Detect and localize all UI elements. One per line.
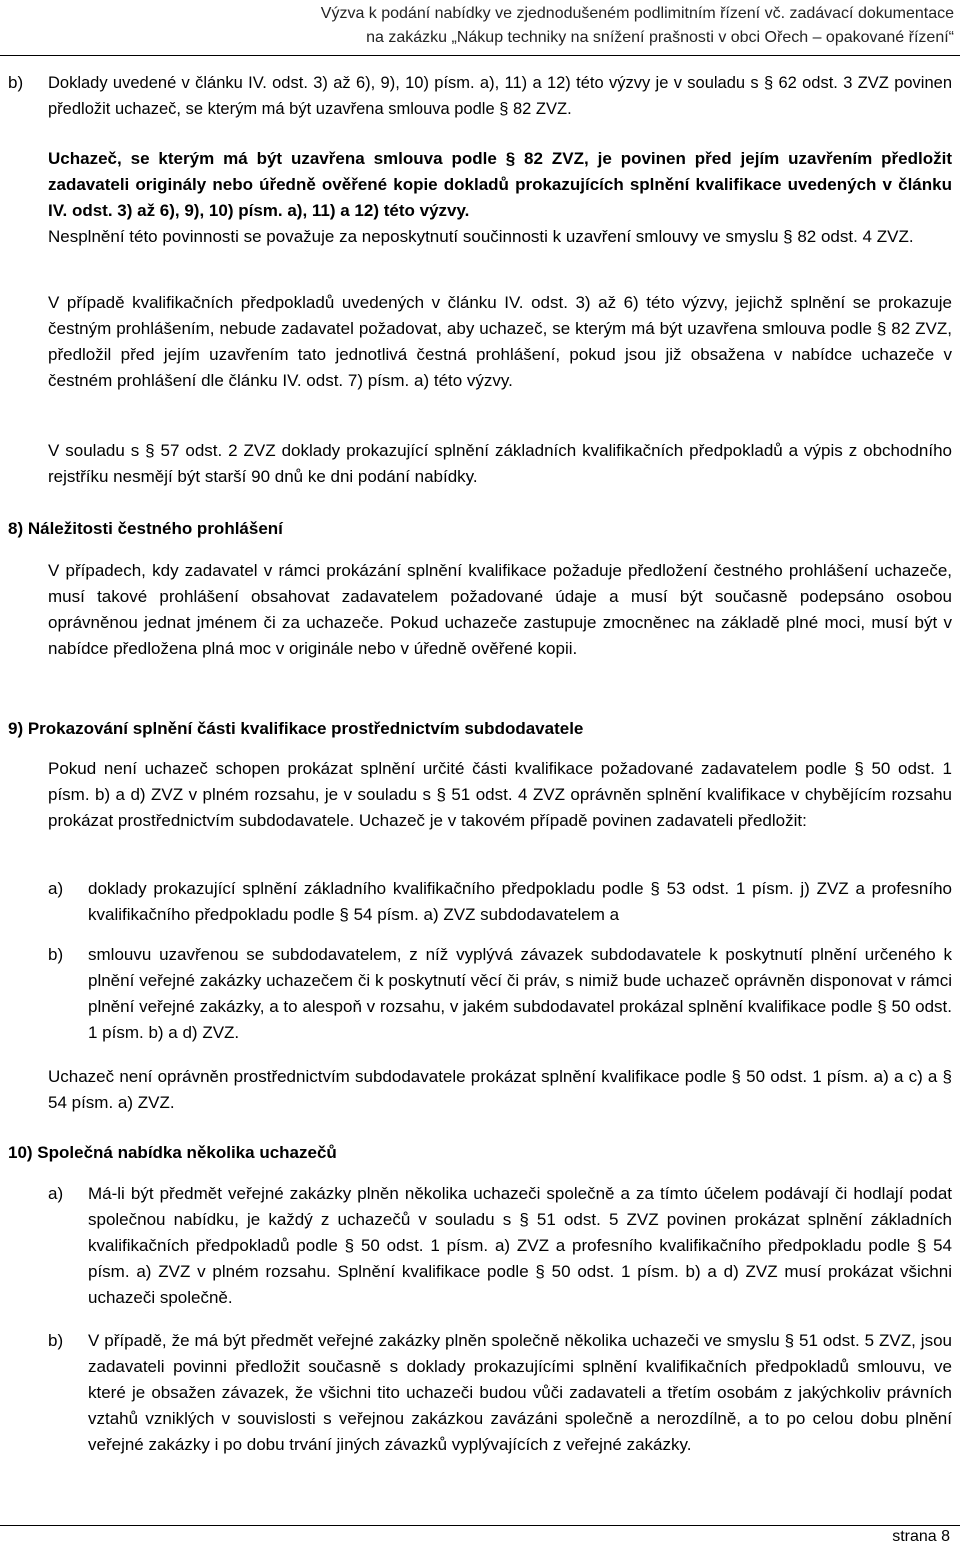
intro-paragraph-2: Nesplnění této povinnosti se považuje za neposkytnutí součinnosti k uzavření smlouvy ve smyslu § 82 odst. 4 ZVZ. xyxy=(48,227,914,246)
header-line-2: na zakázku „Nákup techniky na snížení prašnosti v obci Ořech – opakované řízení“ xyxy=(366,29,954,46)
section-9-a-text: doklady prokazující splnění základního kvalifikačního předpokladu podle § 53 odst. 1 písm. j) ZVZ a profesního kvalifikačního předpokladu podle § 54 písm. a) ZVZ subdodavatelem a xyxy=(88,879,952,924)
header-divider xyxy=(0,55,960,56)
header-line-1: Výzva k podání nabídky ve zjednodušeném podlimitním řízení vč. zadávací dokumentace xyxy=(320,5,954,22)
section-9-a-label: a) xyxy=(48,879,64,898)
section-8-paragraph: V případech, kdy zadavatel v rámci prokázání splnění kvalifikace požaduje předložení čestného prohlášení uchazeče, musí takové prohlášení obsahovat zadavatelem požadované údaje a musí být současně podepsáno osobou oprávněnou jednat jménem či za uchazeče. Pokud uchazeče zastupuje zmocněnec na základě plné moci, musí být v nabídce předložena plná moc v originále nebo v úředně ověřené kopii. xyxy=(48,561,952,658)
footer-divider xyxy=(0,1525,960,1526)
intro-paragraph-3: V případě kvalifikačních předpokladů uvedených v článku IV. odst. 3) až 6) této výzvy, jejichž splnění se prokazuje čestným prohlášením, nebude zadavatel požadovat, aby uchazeč, se kterým má být uzavřena smlouva podle § 82 ZVZ, předložil před jejím uzavřením tato jednotlivá čestná prohlášení, pokud jsou již obsažena v nabídce uchazeče v čestném prohlášení dle článku IV. odst. 7) písm. a) této výzvy. xyxy=(48,293,952,390)
section-9-b-text: smlouvu uzavřenou se subdodavatelem, z níž vyplývá závazek subdodavatele k poskytnutí plnění určeného k plnění veřejné zakázky uchazečem či k poskytnutí věcí či práv, s nimiž bude uchazeč oprávněn disponovat v rámci plnění veřejné zakázky, a to alespoň v rozsahu, v jakém subdodavatel prokázal splnění kvalifikace podle § 50 odst. 1 písm. b) a d) ZVZ. xyxy=(88,945,952,1042)
intro-paragraph-4: V souladu s § 57 odst. 2 ZVZ doklady prokazující splnění základních kvalifikačních předpokladů a výpis z obchodního rejstříku nesmějí být starší 90 dnů ke dni podání nabídky. xyxy=(48,441,952,486)
section-8-heading: 8) Náležitosti čestného prohlášení xyxy=(8,519,283,538)
section-10-a-text: Má-li být předmět veřejné zakázky plněn několika uchazeči společně a za tímto účelem podávají či hodlají podat společnou nabídku, je každý z uchazečů v souladu s § 51 odst. 5 ZVZ povinen prokázat splnění základních kvalifikačních předpokladů podle § 50 odst. 1 písm. a) ZVZ a profesního kvalifikačního předpokladu podle § 54 písm. a) ZVZ v plném rozsahu. Splnění kvalifikace podle § 50 odst. 1 písm. b) a d) ZVZ musí prokázat všichni uchazeči společně. xyxy=(88,1184,952,1307)
section-9-paragraph: Pokud není uchazeč schopen prokázat splnění určité části kvalifikace požadované zadavatelem podle § 50 odst. 1 písm. b) a d) ZVZ v plném rozsahu, je v souladu s § 51 odst. 4 ZVZ oprávněn splnění kvalifikace v chybějícím rozsahu prokázat prostřednictvím subdodavatele. Uchazeč je v takovém případě povinen zadavateli předložit: xyxy=(48,759,952,830)
section-9-heading: 9) Prokazování splnění části kvalifikace prostřednictvím subdodavatele xyxy=(8,719,584,738)
page-number: strana 8 xyxy=(892,1528,950,1545)
section-9-closing: Uchazeč není oprávněn prostřednictvím subdodavatele prokázat splnění kvalifikace podle § 50 odst. 1 písm. a) a c) a § 54 písm. a) ZVZ. xyxy=(48,1067,952,1112)
section-10-b-text: V případě, že má být předmět veřejné zakázky plněn společně několika uchazeči ve smyslu § 51 odst. 5 ZVZ, jsou zadavateli povinni předložit současně s doklady prokazujícími splnění kvalifikačních předpokladů smlouvu, ve které je obsažen závazek, že všichni tito uchazeči budou vůči zadavateli a třetím osobám z jakýchkoliv právních vztahů vzniklých v souvislosti s veřejnou zakázkou zavázáni společně a nerozdílně, a to po celou dobu plnění veřejné zakázky i po dobu trvání jiných závazků vyplývajících z veřejné zakázky. xyxy=(88,1331,952,1454)
intro-bold-paragraph: Uchazeč, se kterým má být uzavřena smlouva podle § 82 ZVZ, je povinen před jejím uzavřením předložit zadavateli originály nebo úředně ověřené kopie dokladů prokazujících splnění kvalifikace uvedených v článku IV. odst. 3) až 6), 9), 10) písm. a), 11) a 12) této výzvy. xyxy=(48,149,952,220)
intro-b-text: Doklady uvedené v článku IV. odst. 3) až 6), 9), 10) písm. a), 11) a 12) této výzvy je v souladu s § 62 odst. 3 ZVZ povinen předložit uchazeč, se kterým má být uzavřena smlouva podle § 82 ZVZ. xyxy=(48,74,952,118)
section-10-heading: 10) Společná nabídka několika uchazečů xyxy=(8,1143,337,1162)
section-9-b-label: b) xyxy=(48,945,64,964)
page-header xyxy=(321,2,954,50)
section-10-a-label: a) xyxy=(48,1184,64,1203)
section-10-b-label: b) xyxy=(48,1331,64,1350)
intro-b-label: b) xyxy=(8,73,24,92)
